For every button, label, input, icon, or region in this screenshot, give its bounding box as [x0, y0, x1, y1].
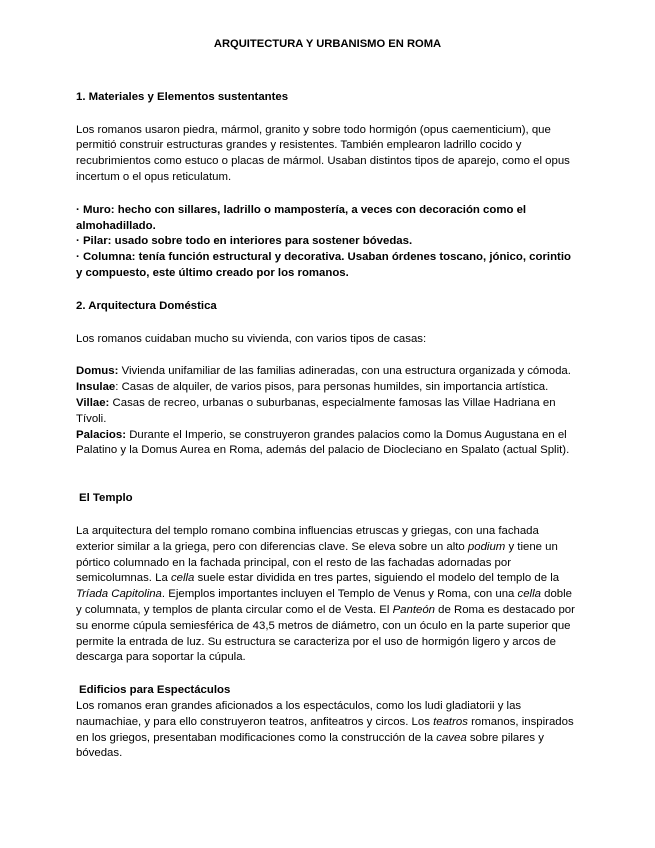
house-types-list	[76, 364, 575, 459]
document-title: ARQUITECTURA Y URBANISMO EN ROMA	[213, 38, 442, 50]
term-cella: cella	[170, 572, 195, 585]
term-triada-capitolina: Tríada Capitolina	[76, 588, 162, 601]
term-panteon: Panteón	[392, 603, 435, 616]
text-run: sobre pilares y bóvedas.	[76, 731, 544, 760]
text-run: La arquitectura del templo romano combina influencias etruscas y griegas, con una fachada exterior similar a la griega, pero con diferencias clave. Se eleva sobre un alto	[76, 524, 539, 553]
house-type-label: Villae:	[76, 396, 110, 409]
house-type-label: Insulae	[76, 381, 116, 394]
text-run: romanos, inspirados en los griegos, presentaban modificaciones como la construcción de la	[76, 715, 574, 744]
text-run: . Ejemplos importantes incluyen el Templo de Venus y Roma, con una	[161, 588, 518, 601]
house-type-text: Vivienda unifamiliar de las familias adineradas, con una estructura organizada y cómoda.	[118, 365, 571, 378]
term-cavea: cavea	[436, 731, 467, 744]
house-type-insulae	[76, 380, 575, 396]
bullet-pilar: · Pilar: usado sobre todo en interiores para sostener bóvedas.	[76, 235, 413, 248]
section2-intro: Los romanos cuidaban mucho su vivienda, con varios tipos de casas:	[76, 332, 427, 345]
section1-intro: Los romanos usaron piedra, mármol, granito y sobre todo hormigón (opus caementicium), que permitió construir estructuras grandes y resistentes. También emplearon ladrillo cocido y recubrimientos como estuco o placas de mármol. Usaban distintos tipos de aparejo, como el opus incertum o el opus reticulatum.	[76, 123, 570, 183]
section2-heading: 2. Arquitectura Doméstica	[76, 299, 217, 312]
house-type-domus	[76, 364, 575, 380]
text-run: y tiene un pórtico columnado en la fachada principal, con el resto de las fachadas adornadas por semicolumnas. La	[76, 540, 558, 585]
house-type-label: Domus:	[76, 365, 119, 378]
section1-heading: 1. Materiales y Elementos sustentantes	[76, 90, 289, 103]
house-type-text: Durante el Imperio, se construyeron grandes palacios como la Domus Augustana en el Palatino y la Domus Aurea en Roma, además del palacio de Diocleciano en Spalato (actual Split).	[76, 428, 570, 457]
section1-bullet-list	[76, 203, 575, 282]
house-type-text: : Casas de alquiler, de varios pisos, para personas humildes, sin importancia artística.	[115, 381, 549, 394]
bullet-columna: · Columna: tenía función estructural y decorativa. Usaban órdenes toscano, jónico, corintio y compuesto, este último creado por los romanos.	[76, 251, 571, 279]
bullet-muro: · Muro: hecho con sillares, ladrillo o mampostería, a veces con decoración como el almohadillado.	[76, 203, 527, 232]
text-run: suele estar dividida en tres partes, siguiendo el modelo del templo de la	[194, 572, 560, 585]
text-run: Los romanos eran grandes aficionados a los espectáculos, como los ludi gladiatorii y las naumachiae, y para ello construyeron teatros, anfiteatros y circos. Los	[76, 699, 522, 728]
term-podium: podium	[467, 540, 506, 553]
house-type-text: Casas de recreo, urbanas o suburbanas, especialmente famosas las Villae Hadriana en Tívoli.	[76, 396, 556, 425]
section4-heading: Edificios para Espectáculos	[79, 684, 231, 697]
section3-paragraph	[76, 524, 575, 666]
section4-paragraph	[76, 699, 575, 762]
house-type-label: Palacios:	[76, 428, 127, 441]
text-run: de Roma es destacado por su enorme cúpula semiesférica de 43,5 metros de diámetro, con un óculo en la parte superior que permite la entrada de luz. Su estructura se caracteriza por el uso de hormigón ligero y arcos de descarga para soportar la cúpula.	[76, 603, 575, 664]
text-run: doble y columnata, y templos de planta circular como el de Vesta. El	[76, 588, 573, 616]
term-teatros: teatros	[433, 715, 468, 728]
section3-heading: El Templo	[79, 492, 133, 505]
house-type-villae	[76, 396, 575, 428]
term-cella: cella	[517, 588, 541, 601]
house-type-palacios	[76, 428, 575, 460]
